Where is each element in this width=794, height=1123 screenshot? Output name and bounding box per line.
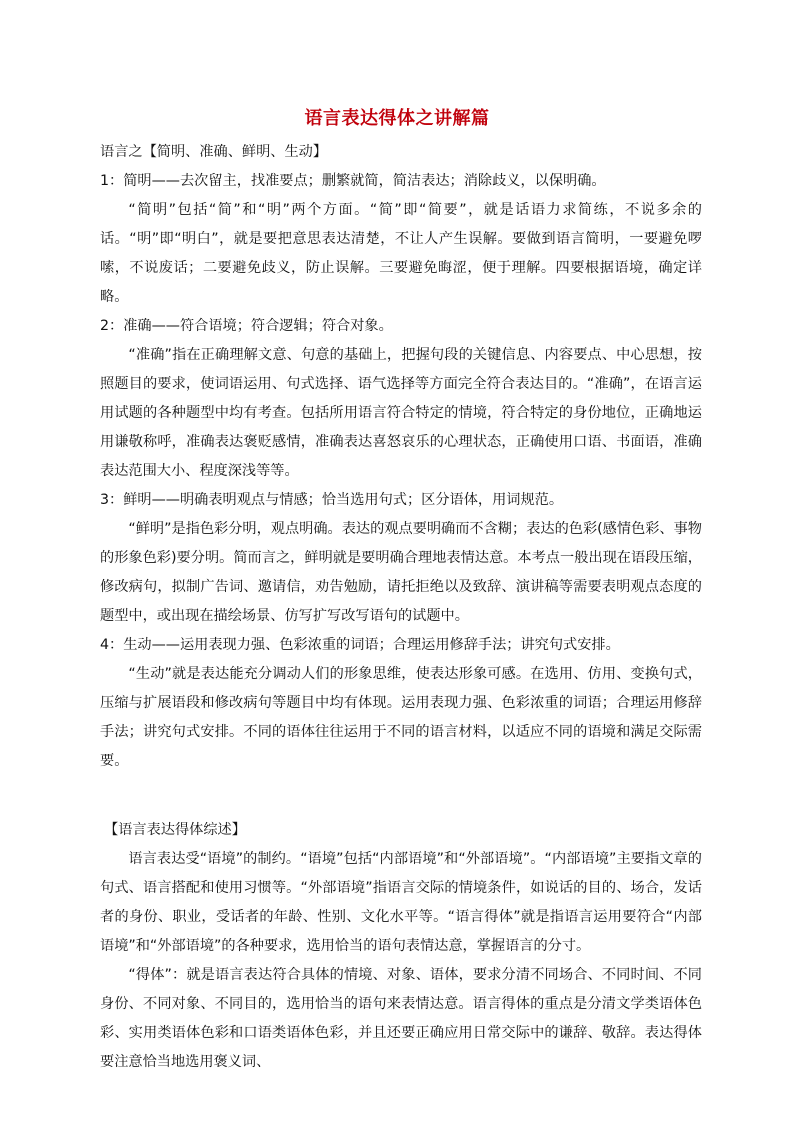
point-accurate: 2：准确——符合语境；符合逻辑；符合对象。 — [100, 318, 393, 334]
explanation-accurate: “准确”指在正确理解文意、句意的基础上，把握句段的关键信息、内容要点、中心思想，按照题目的要求，使词语运用、句式选择、语气选择等方面完全符合表达目的。“准确”，在语言运用试题的各种题型中均有考查。包括所用语言符合特定的情境，符合特定的身份地位，正确地运用谦敬称呼，准确表达褒贬感情，准确表达喜怒哀乐的心理状态，正确使用口语、书面语，准确表达范围大小、程度深浅等等。 — [100, 347, 702, 479]
point-vivid-distinct: 3：鲜明——明确表明观点与情感；恰当选用句式；区分语体，用词规范。 — [100, 492, 564, 508]
section-heading-concise-accurate: 语言之【简明、准确、鲜明、生动】 — [100, 144, 328, 160]
document-title: 语言表达得体之讲解篇 — [304, 108, 490, 129]
explanation-concise: “简明”包括“简”和“明”两个方面。“简”即“简要”，就是话语力求简练，不说多余的话。“明”即“明白”，就是要把意思表达清楚，不让人产生误解。要做到语言简明，一要避免啰嗦，不说废话；二要避免歧义，防止误解。三要避免晦涩，便于理解。四要根据语境，确定详略。 — [100, 202, 702, 305]
point-concise: 1：简明——去次留主，找准要点；删繁就简，简洁表达；消除歧义，以保明确。 — [100, 173, 606, 189]
explanation-lively: “生动”就是表达能充分调动人们的形象思维，使表达形象可感。在选用、仿用、变换句式，压缩与扩展语段和修改病句等题目中均有体现。运用表现力强、色彩浓重的词语；合理运用修辞手法；讲究句式安排。不同的语体往往运用于不同的语言材料，以适应不同的语境和满足交际需要。 — [100, 666, 702, 769]
explanation-appropriateness: “得体”：就是语言表达符合具体的情境、对象、语体，要求分清不同场合、不同时间、不同身份、不同对象、不同目的，选用恰当的语句来表情达意。语言得体的重点是分清文学类语体色彩、实用类语体色彩和口语类语体色彩，并且还要正确应用日常交际中的谦辞、敬辞。表达得体要注意恰当地选用褒义词、 — [100, 967, 702, 1070]
explanation-vivid-distinct: “鲜明”是指色彩分明，观点明确。表达的观点要明确而不含糊；表达的色彩(感情色彩、事物的形象色彩)要分明。简而言之，鲜明就是要明确合理地表情达意。本考点一般出现在语段压缩，修改病句，拟制广告词、邀请信，劝告勉励，请托拒绝以及致辞、演讲稿等需要表明观点态度的题型中，或出现在描绘场景、仿写扩写改写语句的试题中。 — [100, 521, 702, 624]
document-body — [100, 138, 702, 1077]
section-divider-space — [100, 776, 702, 816]
explanation-context: 语言表达受“语境”的制约。“语境”包括“内部语境”和“外部语境”。“内部语境”主要指文章的句式、语言搭配和使用习惯等。“外部语境”指语言交际的情境条件，如说话的目的、场合，发话者的身份、职业，受话者的年龄、性别、文化水平等。“语言得体”就是指语言运用要符合“内部语境”和“外部语境”的各种要求，选用恰当的语句表情达意，掌握语言的分寸。 — [100, 851, 702, 954]
point-lively: 4：生动——运用表现力强、色彩浓重的词语；合理运用修辞手法；讲究句式安排。 — [100, 637, 620, 653]
section-heading-appropriateness: 【语言表达得体综述】 — [104, 822, 246, 838]
